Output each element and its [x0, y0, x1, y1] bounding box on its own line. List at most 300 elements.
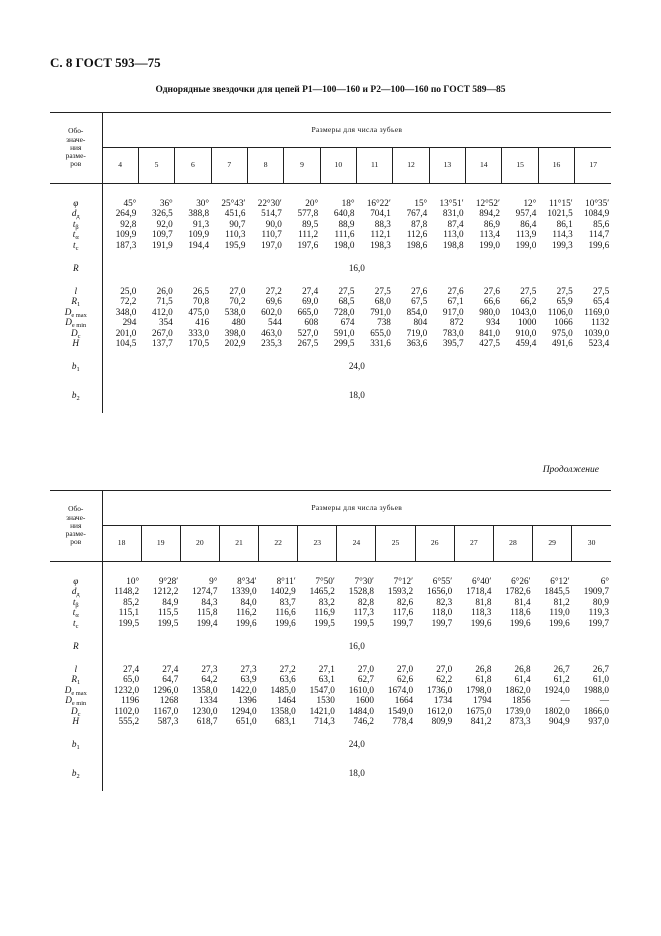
De-max-value: 1798,0: [466, 684, 492, 695]
De-max-value: 1422,0: [231, 684, 257, 695]
d-value: 1909,7: [583, 586, 609, 597]
t-beta-value: 86,1: [556, 218, 573, 229]
l-value: 27,5: [520, 286, 537, 297]
De-min-subscript: e min: [71, 322, 87, 330]
t-beta-value: 82,6: [397, 596, 414, 607]
De-max-value: 1232,0: [102, 685, 141, 695]
t-beta-value: 82,3: [436, 596, 453, 607]
Dc-value: 398,0: [224, 327, 246, 338]
t-beta-value: 80,9: [592, 596, 609, 607]
H-value: 427,5: [479, 338, 500, 349]
H-value: 587,3: [157, 716, 179, 727]
l-label: l: [74, 286, 78, 297]
row-Dc: [50, 706, 611, 716]
t-beta-subscript: β: [75, 601, 79, 609]
H-value: 523,4: [588, 338, 610, 349]
row-phi: [50, 576, 611, 586]
teeth-count: 5: [138, 148, 174, 184]
t-c-value: 197,6: [297, 239, 319, 250]
phi-value: 12°52′: [475, 198, 500, 208]
phi-value: 36°: [159, 198, 173, 208]
De-max-value: 1485,0: [270, 684, 296, 695]
R1-value: 70,8: [193, 296, 210, 307]
teeth-count: 12: [393, 148, 429, 184]
R-label: R: [72, 640, 79, 651]
R1-value: 72,2: [102, 296, 138, 306]
Dc-value: 783,0: [442, 327, 464, 338]
teeth-count: 9: [284, 148, 320, 184]
phi-value: 9°28′: [158, 576, 179, 586]
Dc-value: 333,0: [188, 327, 210, 338]
Dc-value: 1802,0: [544, 705, 570, 716]
t-c-value: 199,0: [479, 239, 500, 250]
t-alpha-value: 109,7: [152, 229, 173, 240]
d-value: 1274,7: [192, 586, 218, 597]
designation-header-line: разме-: [65, 529, 86, 539]
R1-value: 61,4: [514, 674, 531, 685]
d-value: 1782,6: [505, 586, 531, 597]
designation-header-line: Обо-: [68, 126, 84, 136]
t-beta-subscript: β: [75, 223, 79, 231]
t-alpha-value: 111,6: [334, 229, 355, 240]
H-value: 202,9: [224, 338, 246, 349]
t-c-value: 198,0: [333, 239, 355, 250]
d-value: 326,5: [152, 208, 173, 219]
De-min-value: 1664: [394, 695, 414, 706]
R1-value: 64,2: [201, 674, 218, 685]
R1-value: 70,2: [229, 296, 246, 307]
row-H: [50, 338, 611, 348]
t-c-value: 199,5: [157, 617, 179, 628]
t-alpha-value: 110,3: [225, 229, 246, 240]
l-value: 27,5: [374, 286, 391, 297]
teeth-count: 14: [466, 148, 502, 184]
De-min-value: 1794: [473, 695, 492, 706]
row-t-c: [50, 618, 611, 628]
H-value: 299,5: [333, 338, 355, 349]
t-c-value: 199,7: [431, 617, 453, 628]
b2-label: b: [71, 768, 77, 779]
teeth-count: 21: [219, 526, 258, 562]
l-value: 27,1: [318, 664, 335, 675]
De-max-value: 791,0: [370, 306, 391, 317]
teeth-count: 30: [572, 526, 611, 562]
continuation-label: Продолжение: [542, 465, 599, 475]
R1-value: 69,0: [302, 296, 319, 307]
De-min-value: 872: [449, 317, 464, 328]
d-value: 514,7: [261, 208, 282, 219]
De-min-value: 294: [102, 317, 138, 327]
R1-value: 62,2: [436, 674, 453, 685]
R1-value: 67,5: [411, 296, 428, 307]
d-value: 957,4: [515, 208, 537, 219]
phi-value: 30°: [196, 198, 210, 208]
Dc-value: 1294,0: [231, 705, 257, 716]
t-alpha-value: 113,4: [479, 229, 500, 240]
H-label: H: [72, 338, 80, 349]
d-value: 1084,9: [583, 208, 610, 219]
De-max-value: 538,0: [224, 306, 246, 317]
R1-value: 61,2: [553, 674, 570, 685]
R1-value: 71,5: [156, 296, 173, 307]
d-value: 831,0: [442, 208, 464, 219]
t-beta-value: 91,3: [193, 218, 210, 229]
d-value: 451,6: [224, 208, 246, 219]
t-beta-value: 82,8: [357, 596, 374, 607]
row-b1: [50, 733, 611, 755]
teeth-count: 26: [415, 526, 454, 562]
De-max-value: 602,0: [261, 306, 282, 317]
De-max-label: D: [64, 684, 72, 695]
Dc-value: 1739,0: [505, 705, 531, 716]
De-min-value: 1066: [554, 317, 573, 328]
t-alpha-value: 117,3: [353, 607, 374, 618]
teeth-count: 7: [211, 148, 247, 184]
designation-header-line: значе-: [66, 134, 86, 144]
R1-subscript: 1: [76, 301, 81, 309]
teeth-count: 24: [337, 526, 376, 562]
t-beta-value: 81,8: [475, 596, 492, 607]
d-value: 1402,9: [270, 586, 296, 597]
t-alpha-value: 112,6: [406, 229, 428, 240]
l-value: 26,8: [475, 664, 492, 675]
t-beta-value: 83,2: [318, 596, 335, 607]
d-value: 1148,2: [102, 586, 141, 596]
teeth-count: 23: [298, 526, 337, 562]
page-header: С. 8 ГОСТ 593—75: [50, 55, 161, 70]
phi-value: 6°55′: [432, 576, 453, 586]
Dc-value: 267,0: [152, 327, 173, 338]
d-value: 577,8: [297, 208, 319, 219]
phi-value: 10°35′: [585, 198, 610, 208]
d-value: 704,1: [370, 208, 391, 219]
l-value: 27,0: [229, 286, 246, 297]
De-max-value: 1924,0: [544, 684, 570, 695]
R1-value: 63,6: [279, 674, 296, 685]
t-alpha-subscript: α: [75, 234, 79, 242]
t-beta-label: t: [72, 218, 76, 229]
designation-header-line: Обо-: [68, 504, 84, 514]
t-beta-value: 92,0: [156, 218, 173, 229]
sprocket-table-4-17: [50, 112, 611, 413]
designation-header-line: ния: [70, 520, 82, 530]
De-min-value: 1196: [102, 695, 141, 705]
b2-value: 18,0: [102, 762, 611, 784]
row-R: [50, 635, 611, 657]
l-value: 27,5: [338, 286, 355, 297]
l-value: 27,6: [483, 286, 500, 297]
t-c-value: 199,6: [275, 617, 296, 628]
H-value: 395,7: [442, 338, 464, 349]
teeth-count: 8: [247, 148, 283, 184]
t-alpha-value: 118,0: [431, 607, 453, 618]
t-c-subscript: c: [75, 622, 79, 630]
row-d: [50, 586, 611, 596]
H-value: 555,2: [102, 716, 141, 726]
Dc-value: 719,0: [406, 327, 428, 338]
t-c-value: 199,6: [549, 617, 570, 628]
R1-value: 68,5: [338, 296, 355, 307]
phi-value: 20°: [305, 198, 319, 208]
De-max-value: 475,0: [188, 306, 210, 317]
De-min-value: 354: [158, 317, 173, 328]
l-value: 27,4: [302, 286, 319, 297]
designation-header-line: ния: [70, 142, 82, 152]
De-max-value: 1988,0: [583, 684, 609, 695]
row-phi: [50, 198, 611, 208]
phi-value: 7°50′: [315, 576, 335, 586]
t-alpha-label: t: [72, 607, 76, 618]
t-alpha-subscript: α: [75, 612, 79, 620]
R1-value: 61,8: [475, 674, 492, 685]
t-c-value: 194,4: [188, 239, 210, 250]
row-b2: [50, 762, 611, 784]
t-beta-value: 81,4: [514, 596, 531, 607]
t-beta-value: 89,5: [302, 218, 319, 229]
row-R1: [50, 296, 611, 306]
Dc-label: D: [71, 327, 78, 338]
row-l: [50, 664, 611, 674]
phi-value: 13°51′: [439, 198, 464, 208]
row-b1: [50, 355, 611, 377]
d-subscript: д: [76, 591, 80, 599]
t-alpha-value: 114,3: [552, 229, 573, 240]
t-c-value: 187,3: [102, 240, 138, 250]
row-l: [50, 286, 611, 296]
t-beta-value: 85,2: [102, 597, 141, 607]
phi-value: 6°: [600, 576, 609, 586]
t-alpha-value: 110,7: [261, 229, 282, 240]
d-value: 264,9: [102, 208, 138, 218]
t-beta-value: 87,8: [411, 218, 428, 229]
b1-label: b: [71, 361, 77, 372]
l-value: 26,7: [592, 664, 609, 675]
H-value: 778,4: [392, 716, 414, 727]
De-max-value: 1736,0: [427, 684, 453, 695]
teeth-count: 11: [357, 148, 393, 184]
t-alpha-value: 112,1: [370, 229, 391, 240]
Dc-value: 1675,0: [466, 705, 492, 716]
t-c-value: 198,8: [442, 239, 464, 250]
t-c-value: 199,6: [509, 617, 531, 628]
H-value: 170,5: [188, 338, 210, 349]
Dc-value: 975,0: [552, 327, 573, 338]
t-beta-value: 90,0: [265, 218, 282, 229]
d-value: 894,2: [479, 208, 500, 219]
De-max-subscript: e max: [71, 689, 87, 697]
b2-label: b: [71, 390, 77, 401]
De-min-value: 1600: [355, 695, 374, 706]
b1-label: b: [71, 739, 77, 750]
t-c-value: 199,5: [353, 617, 374, 628]
t-beta-value: 83,7: [279, 596, 296, 607]
l-value: 27,3: [240, 664, 257, 675]
t-alpha-value: 109,9: [188, 229, 210, 240]
phi-value: 8°34′: [237, 576, 257, 586]
De-max-value: 348,0: [102, 307, 138, 317]
teeth-count: 18: [102, 526, 141, 562]
teeth-count: 20: [180, 526, 219, 562]
De-min-value: 1000: [517, 317, 537, 328]
De-min-value: 480: [231, 317, 246, 328]
Dc-label: D: [71, 705, 78, 716]
De-max-value: 1358,0: [192, 684, 218, 695]
teeth-count: 27: [454, 526, 493, 562]
d-value: 1212,2: [153, 586, 179, 597]
b2-value: 18,0: [102, 384, 611, 406]
l-label: l: [74, 664, 78, 675]
t-c-subscript: c: [75, 244, 79, 252]
De-min-value: 544: [268, 317, 282, 328]
t-alpha-value: 117,6: [392, 607, 414, 618]
Dc-value: 1358,0: [270, 705, 296, 716]
designation-header: [50, 113, 102, 184]
H-value: 331,6: [370, 338, 391, 349]
Dc-value: 201,0: [102, 328, 138, 338]
b1-value: 24,0: [102, 355, 611, 377]
d-value: 1465,2: [309, 586, 335, 597]
d-value: 1718,4: [466, 586, 492, 597]
t-c-value: 198,6: [406, 239, 428, 250]
H-value: 809,9: [431, 716, 453, 727]
De-min-value: 416: [195, 317, 210, 328]
b2-subscript: 2: [76, 773, 80, 781]
teeth-count: 22: [259, 526, 298, 562]
t-alpha-value: 118,3: [471, 607, 492, 618]
l-value: 25,0: [102, 286, 138, 296]
d-label: d: [71, 208, 77, 219]
De-min-subscript: e min: [71, 700, 87, 708]
R-value: 16,0: [102, 257, 611, 279]
phi-value: 45°: [102, 198, 138, 208]
t-c-value: 199,6: [470, 617, 492, 628]
Dc-value: 463,0: [261, 327, 282, 338]
Dc-value: 1039,0: [583, 327, 610, 338]
Dc-value: 1549,0: [387, 705, 414, 716]
t-c-value: 199,7: [588, 617, 609, 628]
De-max-value: 1043,0: [511, 306, 537, 317]
t-c-value: 195,9: [224, 239, 246, 250]
t-alpha-value: 115,1: [102, 607, 141, 617]
Dc-value: 841,0: [479, 327, 500, 338]
phi-value: 16°22′: [366, 198, 391, 208]
t-c-value: 199,6: [235, 617, 257, 628]
Dc-value: 527,0: [297, 327, 319, 338]
d-value: 767,4: [406, 208, 428, 219]
d-label: d: [71, 586, 77, 597]
De-max-value: 1862,0: [505, 684, 531, 695]
R1-value: 69,6: [265, 296, 282, 307]
row-t-beta: [50, 219, 611, 229]
t-beta-label: t: [72, 596, 76, 607]
teeth-count: 13: [429, 148, 465, 184]
t-alpha-value: 115,8: [197, 607, 218, 618]
R1-value: 61,0: [592, 674, 609, 685]
t-beta-value: 88,9: [338, 218, 355, 229]
De-max-value: 854,0: [406, 306, 428, 317]
t-c-value: 199,5: [102, 618, 141, 628]
l-value: 26,7: [553, 664, 570, 675]
H-value: 873,3: [509, 716, 531, 727]
Dc-value: 1102,0: [102, 706, 141, 716]
l-value: 27,0: [357, 664, 374, 675]
l-value: 27,0: [436, 664, 453, 675]
t-beta-value: 81,2: [553, 596, 570, 607]
teeth-count: 17: [575, 148, 612, 184]
H-value: 363,6: [406, 338, 428, 349]
l-value: 27,5: [556, 286, 573, 297]
row-t-alpha: [50, 229, 611, 239]
De-max-value: 412,0: [152, 306, 173, 317]
row-R1: [50, 674, 611, 684]
De-max-value: 1106,0: [547, 306, 573, 317]
teeth-count: 29: [533, 526, 572, 562]
De-min-value: —: [560, 695, 570, 706]
phi-value: 15°: [414, 198, 428, 208]
De-max-value: 1674,0: [387, 684, 414, 695]
t-c-value: 198,3: [370, 239, 391, 250]
De-min-value: 1268: [159, 695, 179, 706]
t-c-label: t: [73, 617, 76, 628]
phi-value: 7°30′: [354, 576, 374, 586]
R1-value: 64,7: [162, 674, 179, 685]
designation-header: [50, 491, 102, 562]
teeth-count: 10: [320, 148, 356, 184]
t-c-value: 191,9: [152, 239, 173, 250]
De-min-value: 934: [486, 317, 500, 328]
teeth-count: 19: [141, 526, 180, 562]
row-R: [50, 257, 611, 279]
phi-value: 7°12′: [393, 576, 414, 586]
R1-value: 63,1: [318, 674, 335, 685]
H-value: 137,7: [152, 338, 173, 349]
t-beta-value: 85,6: [593, 218, 610, 229]
t-alpha-value: 119,0: [549, 607, 570, 618]
d-value: 1593,2: [387, 586, 414, 597]
d-value: 640,8: [333, 208, 355, 219]
t-alpha-value: 113,9: [515, 229, 537, 240]
row-De-min: [50, 317, 611, 327]
t-alpha-value: 118,6: [510, 607, 531, 618]
l-value: 27,6: [411, 286, 428, 297]
l-value: 26,8: [514, 664, 531, 675]
sizes-title: Размеры для числа зубьев: [102, 113, 611, 148]
table-caption: Однорядные звездочки для цепей Р1—100—160 и Р2—100—160 по ГОСТ 589—85: [155, 85, 506, 95]
d-subscript: д: [76, 213, 80, 221]
l-value: 27,3: [201, 664, 218, 675]
R-label: R: [72, 262, 79, 273]
l-value: 27,6: [447, 286, 464, 297]
De-max-value: 1610,0: [348, 684, 374, 695]
H-value: 235,3: [261, 338, 282, 349]
De-min-label: D: [65, 317, 72, 328]
H-value: 683,1: [275, 716, 296, 727]
phi-value: 25°43′: [221, 198, 246, 208]
row-Dc: [50, 328, 611, 338]
t-c-label: t: [73, 239, 76, 250]
phi-label: φ: [73, 576, 79, 586]
l-value: 27,4: [162, 664, 179, 675]
De-min-value: 1334: [199, 695, 218, 706]
De-min-value: 1464: [277, 695, 296, 706]
t-beta-value: 90,7: [229, 218, 246, 229]
d-value: 1656,0: [427, 586, 453, 597]
Dc-value: 1167,0: [153, 705, 179, 716]
H-value: 267,5: [297, 338, 319, 349]
Dc-value: 591,0: [333, 327, 355, 338]
H-value: 746,2: [353, 716, 374, 727]
b1-subscript: 1: [76, 366, 80, 374]
